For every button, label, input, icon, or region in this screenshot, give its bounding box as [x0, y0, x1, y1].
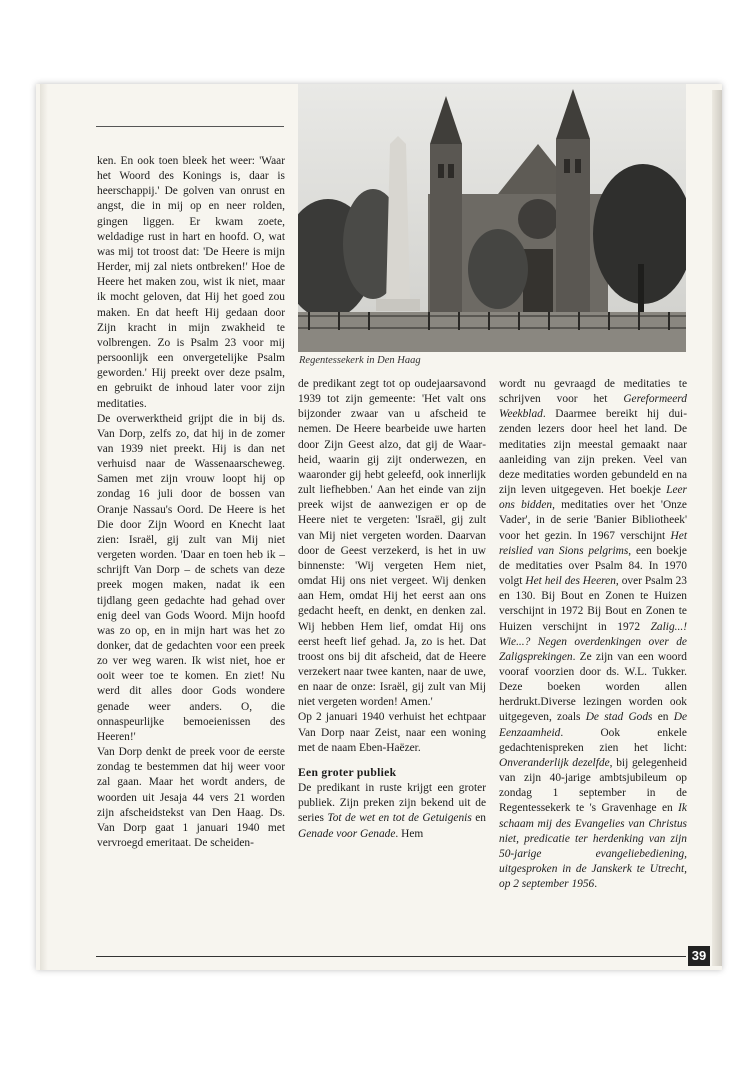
paragraph: de predikant zegt tot op oudejaarsavond 1939 tot zijn gemeente: 'Het valt ons bijzonder zwaar van u afscheid te nemen. De Heere bearbeide uwe harten door Zijn Geest alzo, dat gij de Waarheid, waarin gij zijt onderwezen, en waaronder gij hebt geleefd, ook innerlijk zult liefhebben.' Aan het einde van zijn preek wijst de aanwezigen er op de Heere niet te vergeten: 'Israël, gij zult van Mij niet vergeten worden. Daarvan door de Geest verzekerd, is het in uw binnenste: 'Wij vergeten Hem niet, omdat Hij ons niet vergeet. Wij denken aan Hem, omdat Hij het eerst aan ons gedacht heeft, en denkt, en denken zal. Wij hebben Hem lief, omdat Hij ons eerst heeft lief gehad. Ja, zo is het. Dat troost ons bij dit afscheid, dat de Heere verzekert naar twee kanten, naar de uwe, en naar de onze: Israël, gij zult van Mij niet vergeten worden! Amen.' — [298, 378, 486, 709]
text-column-3 — [499, 377, 687, 892]
page-edge — [712, 90, 722, 966]
top-rule — [96, 126, 284, 127]
paragraph: Van Dorp denkt de preek voor de eerste zondag te bestemmen dat hij weer voor zal gaan. Maar het wordt anders, de woorden uit Jesaja 44 vers 21 worden zijn afscheidstekst van Den Haag. Ds. Van Dorp gaat 1 januari 1940 met vervroegd emeritaat. De scheiden- — [97, 746, 285, 850]
paragraph: ken. En ook toen bleek het weer: 'Waar het Woord des Konings is, daar is heerschappij.' De golven van onrust en angst, die in mij op en neer rolden, gingen liggen. Er kwam zoete, weldadige rust in hart en hoofd. O, wat was mij tot troost dat: 'De Heere is mijn Herder, mij zal niets ontbreken!' Hoe de Heere het maken zou, wist ik niet, maar ik mocht geloven, dat Hij het goed zou maken. En dat heeft Hij gedaan door Zijn kracht in mijn zwakheid te volbrengen. Zo is Psalm 23 voor mij persoonlijk een onvergetelijke Psalm geworden.' Hij preekt over deze psalm, en gebruikt de inhoud later voor zijn meditaties. — [97, 155, 285, 410]
text-column-1 — [97, 154, 285, 851]
bottom-rule — [96, 956, 686, 957]
text-column-2 — [298, 377, 486, 842]
page-gutter-shadow — [40, 84, 48, 970]
paragraph: wordt nu gevraagd de meditaties te schrijven voor het Gereformeerd Weekblad. Daarmee bereikt hij duizenden lezers door heel het land. De meditaties zijn meestal gemaakt naar aanleiding van zijn preken. Veel van deze meditaties worden gebundeld en na zijn leven uitgegeven. Het boekje Leer ons bidden, meditaties over het 'Onze Vader', in de serie 'Banier Bibliotheek' voor het gezin. In 1967 verschijnt Het reislied van Sions pelgrims, een boekje de meditaties over Psalm 84. In 1970 volgt Het heil des Heeren, over Psalm 23 en 130. Bij Bout en Zonen te Huizen verschijnt in 1972 Bij Bout en Zonen te Huizen verschijnt in 1972 Zalig...! Wie...? Negen overdenkingen over de Zaligsprekingen. Ze zijn van een woord vooraf voorzien door ds. W.L. Tukker. Deze boeken worden allen herdrukt.Diverse lezingen worden ook uitgegeven, zoals De stad Gods en De Eenzaamheid. Ook enkele gedachtenispreken zien het licht: Onveranderlijk dezelfde, bij gelegenheid van zijn 40-jarige ambtsjubileum op zondag 1 september in de Regentessekerk te 's Gravenhage en Ik schaam mij des Evangelies van Christus niet, predicatie ter herdenking van zijn 50-jarige evangeliebediening, uitgesproken in de Janskerk te Utrecht, op 2 september 1956. — [499, 378, 688, 891]
section-heading: Een groter publiek — [298, 765, 397, 779]
paragraph: De predikant in ruste krijgt een groter publiek. Zijn preken zijn bekend uit de series Tot de wet en tot de Getuigenis en Genade voor Genade. Hem — [298, 782, 486, 840]
page-number: 39 — [688, 946, 710, 966]
photo-caption: Regentessekerk in Den Haag — [299, 355, 421, 366]
regentessekerk-image — [298, 84, 686, 352]
church-photo — [298, 84, 686, 352]
paragraph: Op 2 januari 1940 verhuist het echtpaar Van Dorp naar Zeist, naar een woning met de naam Eben-Haëzer. — [298, 711, 486, 754]
paragraph: De overwerktheid grijpt die in bij ds. Van Dorp, zelfs zo, dat hij in de zomer van 1939 niet preekt. Hij is dan net verhuisd naar de Wassenaarscheweg. Samen met zijn vrouw loopt hij op zondag 16 juli door de bossen van Oranje Nassau's Oord. De Heere is het Die door Zijn Woord en Knecht laat zien: Israël, gij zult van Mij niet vergeten worden. 'Daar en toen heb ik – schrijft Van Dorp – de schets van deze preek mogen maken, nadat ik een tijdlang geen gedachte had gehad over enig deel van Gods Woord. Mijn hoofd was zo op, en in mijn hart was het zo donker, dat de gedachten voor een preek zo ver weg waren. Ik wist niet, hoe er ooit weer toe te komen. En ziet! Nu werd dit alles door Gods wondere genade weer anders. O, die onnaspeurlijke bemoeienissen des Heeren!' — [97, 412, 285, 743]
